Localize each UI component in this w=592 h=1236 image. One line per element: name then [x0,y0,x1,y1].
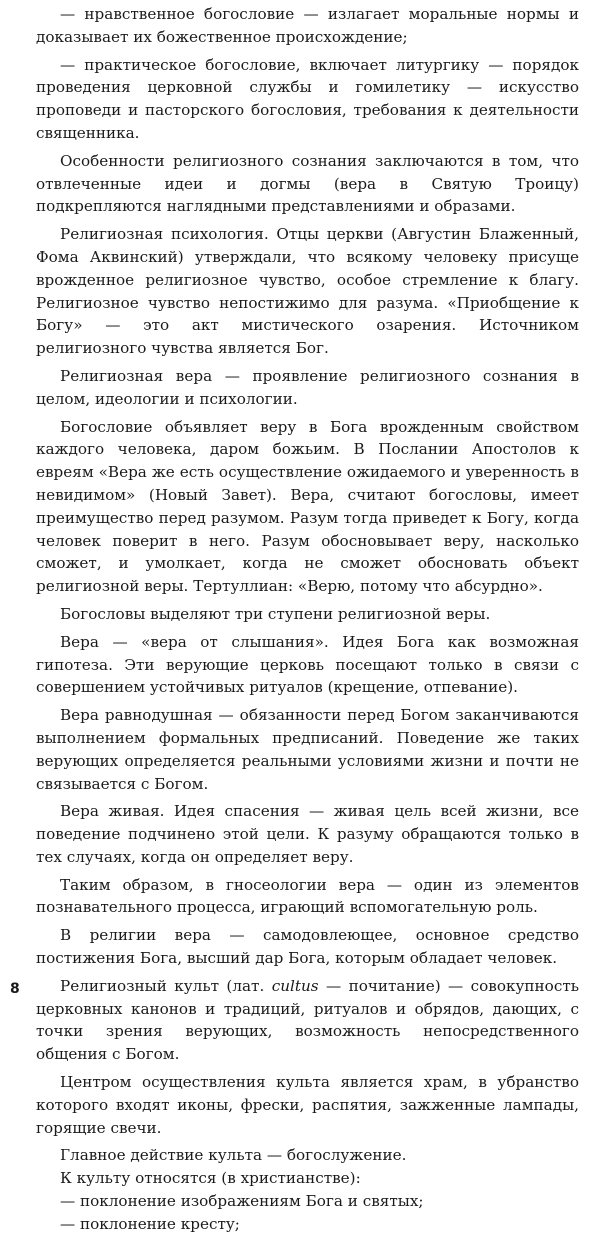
paragraph: — практическое богословие, включает литургику — порядок проведения церковной службы и гомилетику — искусство проповеди и пасторского богословия, требования к деятельности священника. [36,55,579,142]
paragraph: Вера живая. Идея спасения — живая цель всей жизни, все поведение подчинено этой цели. К разуму обращаются только в тех случаях, когда он определяет веру. [36,802,579,866]
paragraph: Богословие объявляет веру в Бога врожденным свойством каждого человека, даром божьим. В Послании Апостолов к евреям «Вера же есть осуществление ожидаемого и уверенность в невидимом» (Новый Завет). Вера, считают богословы, имеет преимущество перед разумом. Разум тогда приведет к Богу, когда человек поверит в него. Разум обосновывает веру, насколько сможет, и умолкает, когда не сможет обосновать объект религиозной веры. Тертуллиан: «Верю, потому что абсурдно». [36,417,579,596]
body-text [36,3,579,1236]
paragraph: Вера — «вера от слышания». Идея Бога как возможная гипотеза. Эти верующие церковь посещают только в связи с совершением устойчивых ритуалов (крещение, отпевание). [36,632,579,697]
paragraph: Вера равнодушная — обязанности перед Богом заканчиваются выполнением формальных предписаний. Поведение же таких верующих определяется реальными условиями жизни и почти не связывается с Богом. [36,706,579,793]
paragraph: Центром осуществления культа является храм, в убранство которого входят иконы, фрески, распятия, зажженные лампады, горящие свечи. [36,1073,579,1137]
cult-text-after: — почитание) — совокупность церковных канонов и традиций, ритуалов и обрядов, дающих, с точки зрения верующих, возможность непосредственного общения с Богом. [36,976,579,1064]
paragraph: Религиозная вера — проявление религиозного сознания в целом, идеологии и психологии. [36,366,579,408]
list-item: — поклонение кресту; [60,1214,240,1233]
paragraph: Богословы выделяют три ступени религиозной веры. [60,604,491,623]
page-number: 8 [10,981,20,997]
paragraph: В религии вера — самодовлеющее, основное средство постижения Бога, высший дар Бога, которым обладает человек. [36,926,579,968]
paragraph: — нравственное богословие — излагает моральные нормы и доказывает их божественное происхождение; [36,5,579,46]
paragraph: Религиозная психология. Отцы церкви (Августин Блаженный, Фома Аквинский) утверждали, что всякому человеку присуще врожденное религиозное чувство, особое стремление к благу. Религиозное чувство непостижимо для разума. «Приобщение к Богу» — это акт мистического озарения. Источником религиозного чувства является Бог. [36,225,579,358]
list-item: — поклонение изображениям Бога и святых; [60,1192,424,1211]
cult-text-before: Религиозный культ (лат. [60,976,272,995]
latin-term: cultus [271,976,319,995]
paragraph: Таким образом, в гносеологии вера — один из элементов познавательного процесса, играющий вспомогательную роль. [36,875,579,917]
paragraph: Главное действие культа — богослужение. [60,1146,407,1165]
paragraph: К культу относятся (в христианстве): [60,1169,361,1188]
paragraph: Особенности религиозного сознания заключаются в том, что отвлеченные идеи и догмы (вера в Святую Троицу) подкрепляются наглядными представлениями и образами. [36,151,579,216]
cult-paragraph [36,975,579,1066]
